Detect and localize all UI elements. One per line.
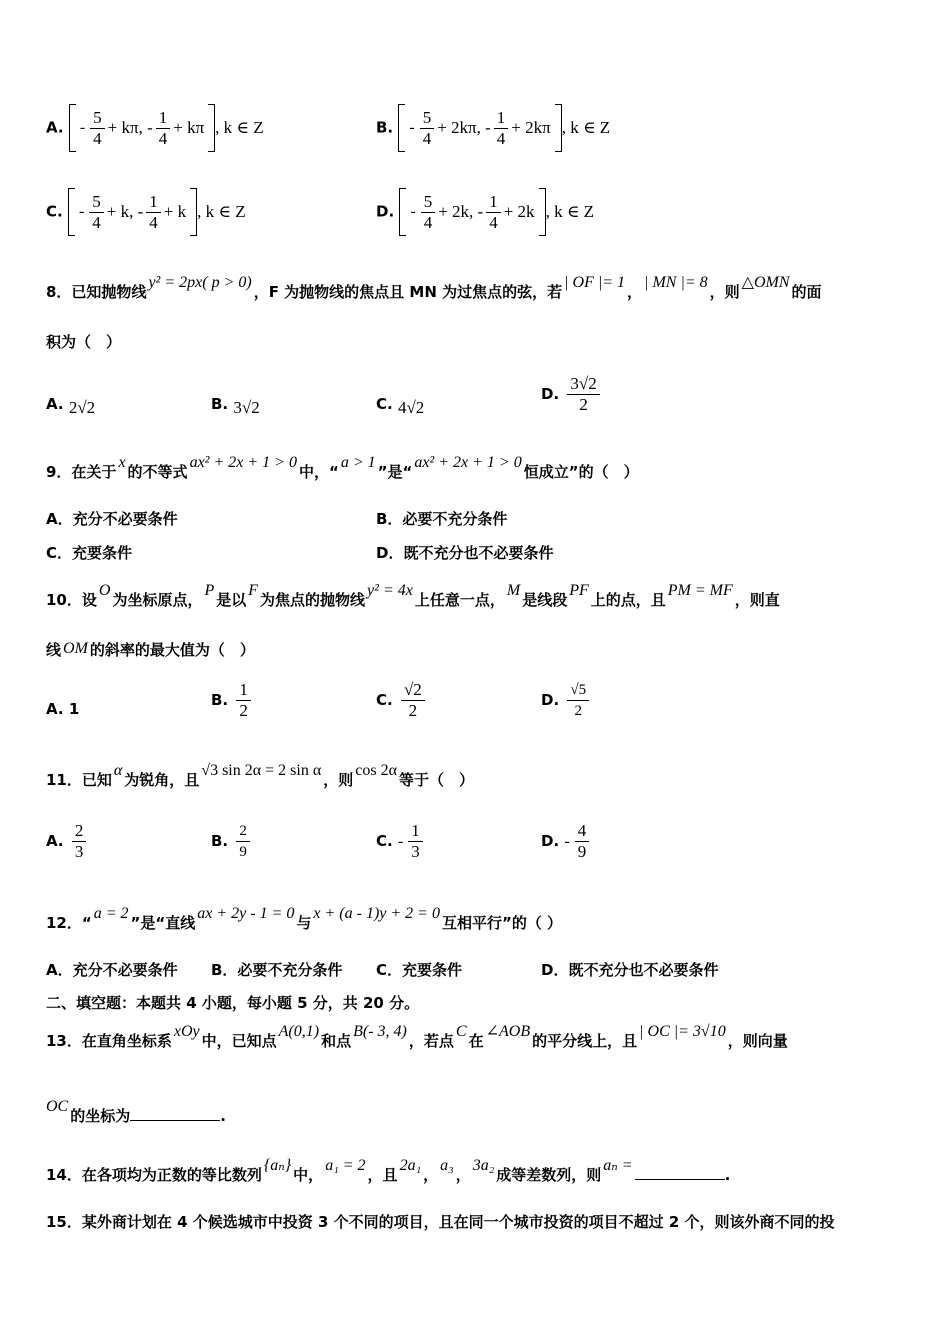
q14-stem: 14．在各项均为正数的等比数列{aₙ}中，a₁ = 2，且2a₁，a₃，3a₂成等差数列，则aₙ =. (46, 1157, 731, 1184)
q13-stem: 13．在直角坐标系xOy中，已知点A(0,1)和点B(- 3, 4)，若点C在∠AOB的平分线上，且| OC |= 3√10，则向量 (46, 1023, 788, 1050)
q11-option-a[interactable]: A. $\frac{2}{3}$ (46, 821, 89, 862)
q9-option-b[interactable]: B．必要不充分条件 (376, 510, 508, 528)
q14-answer-blank[interactable] (635, 1165, 725, 1180)
q7-option-b[interactable] (376, 104, 610, 152)
q8-stem: 8．已知抛物线y² = 2px( p > 0)，F 为抛物线的焦点且 MN 为过焦点的弦，若| OF |= 1，| MN |= 8，则△OMN的面 (46, 274, 822, 301)
q13-stem-line2: OC的坐标为 . (46, 1098, 226, 1125)
q8-option-b[interactable]: B. 3√2 (211, 395, 260, 417)
q10-option-b[interactable]: B. $\frac{1}{2}$ (211, 680, 254, 721)
interval-expression: - $\frac{5}{4}$ + kπ, - $\frac{1}{4}$ + kπ , k ∈ Z (69, 104, 264, 152)
q9-option-d[interactable]: D．既不充分也不必要条件 (376, 544, 554, 562)
q10-option-a[interactable]: A. 1 (46, 700, 80, 718)
q12-option-c[interactable]: C．充要条件 (376, 961, 463, 979)
q8-stem-line2: 积为（ ） (46, 333, 122, 351)
q7-option-d[interactable] (376, 188, 594, 236)
q8-option-a[interactable]: A. 2√2 (46, 395, 96, 417)
interval-expression: - $\frac{5}{4}$ + 2k, - $\frac{1}{4}$ + 2k , k ∈ Z (399, 188, 594, 236)
q8-option-c[interactable]: C. 4√2 (376, 395, 425, 417)
q10-option-d[interactable]: D. $\frac{√5}{2}$ (541, 680, 592, 721)
q10-stem: 10．设O为坐标原点，P是以F为焦点的抛物线y² = 4x上任意一点，M是线段PF上的点，且PM = MF，则直 (46, 582, 780, 609)
q11-option-b[interactable]: B. $\frac{2}{9}$ (211, 821, 253, 862)
q7-option-c[interactable] (46, 188, 246, 236)
q11-stem: 11．已知α为锐角，且√3 sin 2α = 2 sin α，则cos 2α等于（ ） (46, 762, 474, 789)
q12-stem: 12．“a = 2”是“直线ax + 2y - 1 = 0与x + (a - 1)y + 2 = 0互相平行”的（ ） (46, 905, 563, 932)
q10-stem-line2: 线 OM 的斜率的最大值为（ ） (46, 640, 255, 659)
q9-option-a[interactable]: A．充分不必要条件 (46, 510, 178, 528)
interval-expression: - $\frac{5}{4}$ + k, - $\frac{1}{4}$ + k , k ∈ Z (68, 188, 246, 236)
q9-stem: 9．在关于x的不等式ax² + 2x + 1 > 0中，“a > 1”是“ax² + 2x + 1 > 0恒成立”的（ ） (46, 454, 639, 481)
q10-option-c[interactable]: C. $\frac{√2}{2}$ (376, 680, 428, 721)
q12-option-a[interactable]: A．充分不必要条件 (46, 961, 178, 979)
q11-option-c[interactable]: C. - $\frac{1}{3}$ (376, 821, 426, 862)
q11-option-d[interactable]: D. - $\frac{4}{9}$ (541, 821, 592, 862)
q7-option-a[interactable] (46, 104, 264, 152)
section-heading-fill-in: 二、填空题：本题共 4 小题，每小题 5 分，共 20 分。 (46, 994, 420, 1012)
option-label: B. (376, 118, 394, 137)
option-label: D. (376, 202, 395, 221)
q15-stem: 15．某外商计划在 4 个候选城市中投资 3 个不同的项目，且在同一个城市投资的项目不超过 2 个，则该外商不同的投 (46, 1213, 835, 1231)
q13-answer-blank[interactable] (130, 1106, 220, 1121)
option-label: C. (46, 202, 63, 221)
q12-option-d[interactable]: D．既不充分也不必要条件 (541, 961, 719, 979)
q12-option-b[interactable]: B．必要不充分条件 (211, 961, 343, 979)
option-label: A. (46, 118, 64, 137)
interval-expression: - $\frac{5}{4}$ + 2kπ, - $\frac{1}{4}$ + 2kπ , k ∈ Z (398, 104, 610, 152)
q9-option-c[interactable]: C．充要条件 (46, 544, 133, 562)
q8-option-d[interactable]: D. $\frac{3√2}{2}$ (541, 374, 603, 415)
